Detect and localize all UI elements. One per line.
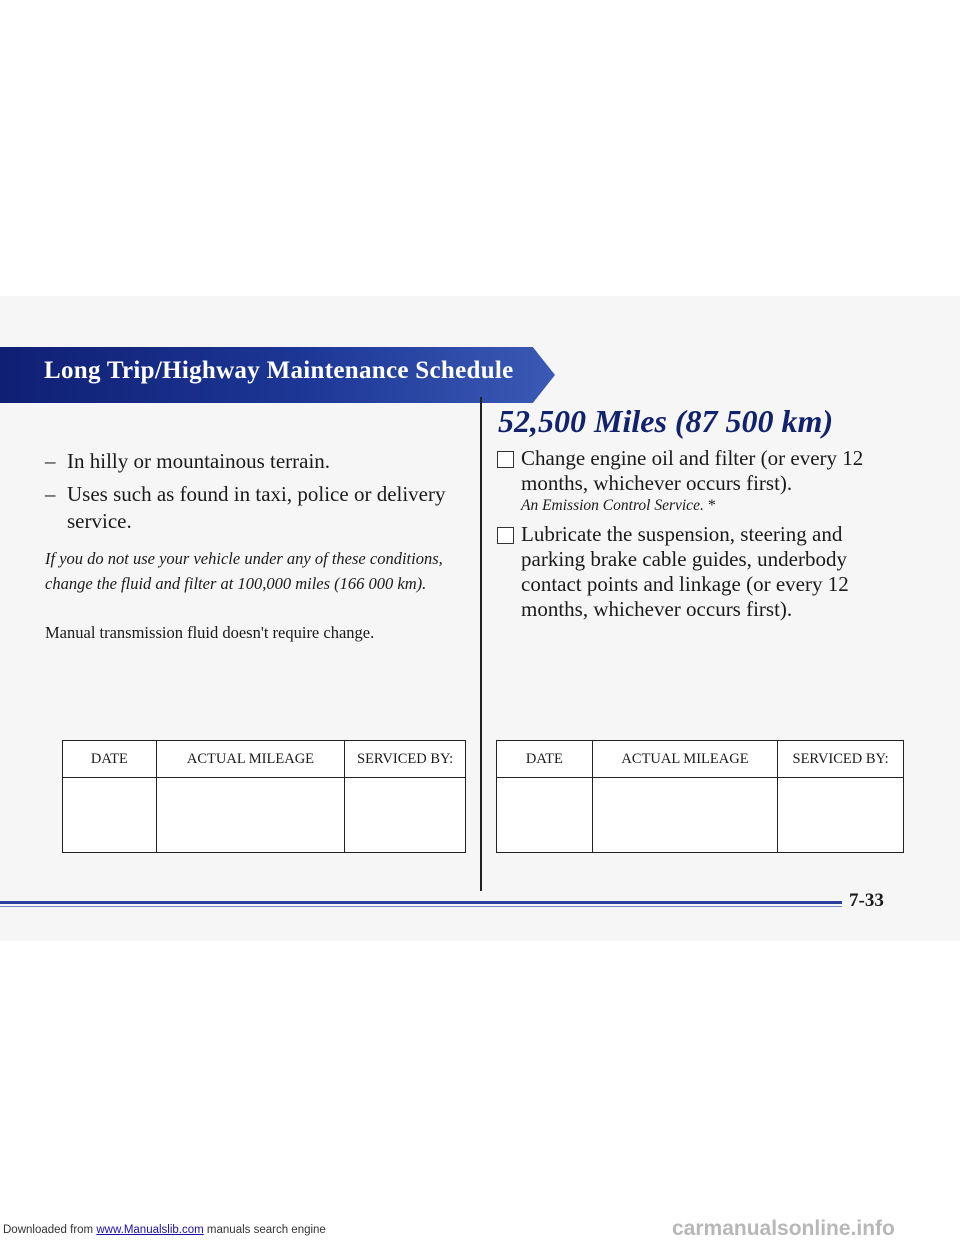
date-cell[interactable] bbox=[497, 778, 593, 853]
checkbox-icon bbox=[497, 527, 514, 544]
manualslib-link[interactable]: www.Manualslib.com bbox=[96, 1224, 204, 1236]
date-header: DATE bbox=[497, 741, 593, 778]
mileage-cell[interactable] bbox=[592, 778, 777, 853]
bottom-rule-thin bbox=[0, 906, 842, 907]
manual-transmission-note: Manual transmission fluid doesn't require change. bbox=[45, 623, 375, 642]
list-item: – Uses such as found in taxi, police or delivery service. bbox=[45, 482, 446, 533]
bottom-rule bbox=[0, 901, 842, 904]
section-title: Long Trip/Highway Maintenance Schedule bbox=[44, 357, 514, 384]
actual-mileage-header: ACTUAL MILEAGE bbox=[156, 741, 344, 778]
fluid-change-note: If you do not use your vehicle under any of these conditions, change the fluid and filter at 100,000 miles (166 000 km). bbox=[45, 549, 443, 593]
emission-note: An Emission Control Service. * bbox=[521, 497, 716, 514]
table-row bbox=[497, 778, 904, 853]
service-item-oil: Change engine oil and filter (or every 12 months, whichever occurs first). bbox=[497, 446, 897, 496]
service-item-lubricate: Lubricate the suspension, steering and parking brake cable guides, underbody contact points and linkage (or every 12 months, whichever occurs first). bbox=[497, 522, 897, 622]
serviced-by-cell[interactable] bbox=[778, 778, 904, 853]
column-divider bbox=[480, 397, 482, 891]
download-footer: Downloaded from www.Manualslib.com manuals search engine bbox=[3, 1224, 326, 1236]
serviced-by-cell[interactable] bbox=[345, 778, 466, 853]
mileage-heading: 52,500 Miles (87 500 km) bbox=[498, 403, 834, 439]
date-header: DATE bbox=[63, 741, 157, 778]
serviced-by-header: SERVICED BY: bbox=[778, 741, 904, 778]
date-cell[interactable] bbox=[63, 778, 157, 853]
serviced-by-header: SERVICED BY: bbox=[345, 741, 466, 778]
actual-mileage-header: ACTUAL MILEAGE bbox=[592, 741, 777, 778]
watermark: carmanualsonline.info bbox=[672, 1217, 895, 1240]
list-item: – In hilly or mountainous terrain. bbox=[45, 449, 331, 473]
checkbox-icon bbox=[497, 451, 514, 468]
page-number: 7-33 bbox=[849, 890, 884, 911]
mileage-cell[interactable] bbox=[156, 778, 344, 853]
condition-list bbox=[45, 448, 465, 541]
service-log-table-right bbox=[496, 740, 904, 853]
table-row bbox=[63, 778, 466, 853]
service-log-table-left bbox=[62, 740, 466, 853]
